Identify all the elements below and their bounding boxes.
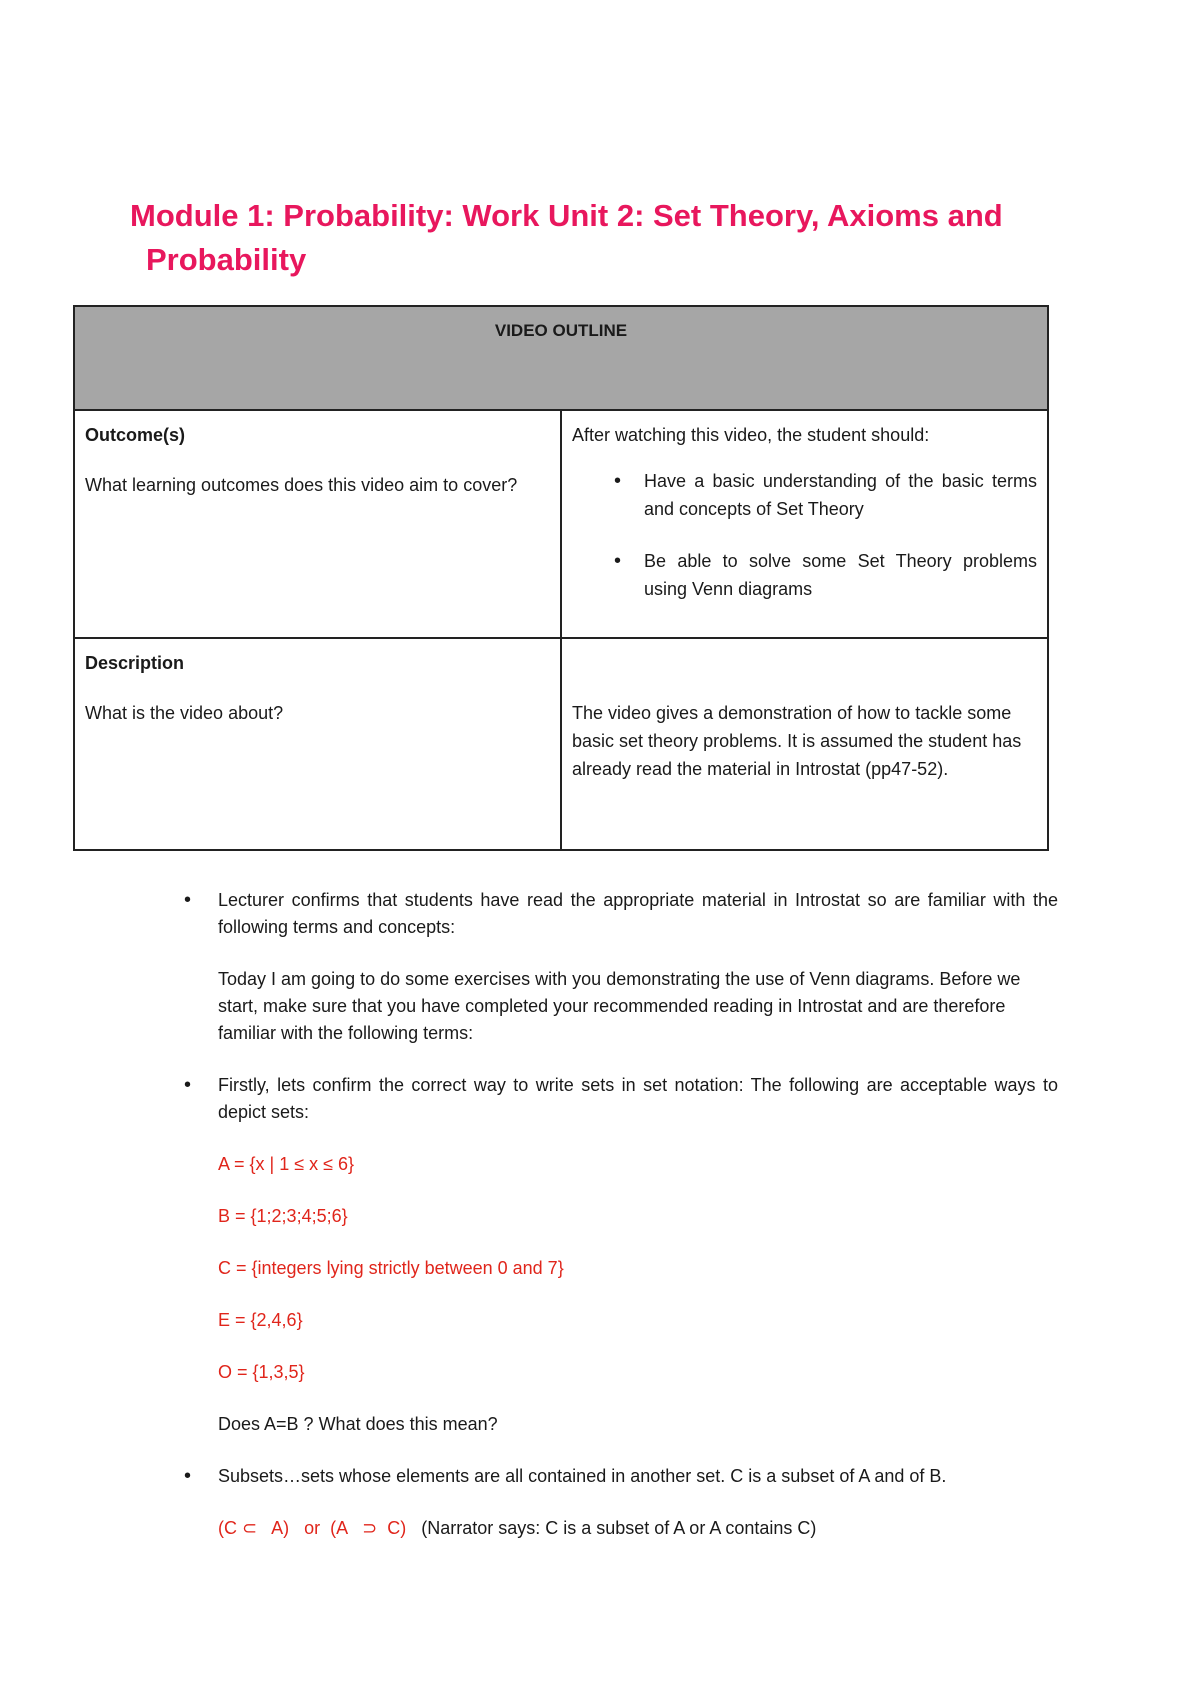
item-text: Lecturer confirms that students have read the appropriate material in Introstat so are familiar with the following terms and concepts: bbox=[218, 890, 1058, 937]
bullet-icon: • bbox=[184, 1074, 192, 1096]
outcome-bullet: • Have a basic understanding of the basic terms and concepts of Set Theory bbox=[572, 467, 1037, 523]
description-label: Description bbox=[85, 653, 185, 673]
description-row bbox=[74, 638, 1048, 850]
item-text: Subsets…sets whose elements are all contained in another set. C is a subset of A and of B. bbox=[218, 1466, 947, 1486]
outcome-row bbox=[74, 410, 1048, 638]
table-header-row bbox=[74, 306, 1048, 410]
video-outline-table bbox=[73, 305, 1049, 851]
bullet-icon: • bbox=[184, 889, 192, 911]
description-content-cell bbox=[561, 638, 1048, 850]
bullet-icon: • bbox=[184, 1465, 192, 1487]
set-definition: O = {1,3,5} bbox=[218, 1362, 305, 1382]
outcome-label: Outcome(s) bbox=[85, 425, 186, 445]
set-definition: E = {2,4,6} bbox=[218, 1310, 303, 1330]
description-question: What is the video about? bbox=[85, 703, 284, 723]
set-definition: C = {integers lying strictly between 0 and 7} bbox=[218, 1258, 564, 1278]
narrator-note: (Narrator says: C is a subset of A or A contains C) bbox=[421, 1518, 817, 1538]
subset-line bbox=[182, 1515, 1058, 1542]
outcome-bullet-list bbox=[572, 467, 1037, 603]
description-label-cell bbox=[74, 638, 561, 850]
list-item bbox=[182, 1463, 1058, 1490]
title-line-1: Module 1: Probability: Work Unit 2: Set Theory, Axioms and bbox=[130, 198, 1003, 233]
outcome-label-cell bbox=[74, 410, 561, 638]
outcome-content-cell bbox=[561, 410, 1048, 638]
set-definition: A = {x | 1 ≤ x ≤ 6} bbox=[218, 1154, 355, 1174]
item-text: Firstly, lets confirm the correct way to write sets in set notation: The following are acceptable ways to depict sets: bbox=[218, 1075, 1058, 1122]
list-item bbox=[182, 887, 1058, 941]
set-definition: B = {1;2;3;4;5;6} bbox=[218, 1206, 348, 1226]
table-header: VIDEO OUTLINE bbox=[74, 306, 1048, 410]
title-line-2: Probability bbox=[146, 242, 307, 277]
page-title bbox=[130, 194, 1080, 282]
description-text: The video gives a demonstration of how to tackle some basic set theory problems. It is assumed the student has already read the material in Introstat (pp47-52). bbox=[572, 703, 1022, 779]
paragraph: Today I am going to do some exercises with you demonstrating the use of Venn diagrams. Before we start, make sure that you have completed your recommended reading in Introstat and are therefore familiar with the following terms: bbox=[218, 969, 1021, 1043]
outcome-intro: After watching this video, the student should: bbox=[572, 425, 930, 445]
outcome-bullet: • Be able to solve some Set Theory problems using Venn diagrams bbox=[572, 547, 1037, 603]
subset-notation: (C ⊂ A) or (A ⊃ C) bbox=[218, 1518, 407, 1538]
body-content bbox=[182, 887, 1058, 1542]
outcome-question: What learning outcomes does this video aim to cover? bbox=[85, 475, 518, 495]
question-text: Does A=B ? What does this mean? bbox=[218, 1414, 498, 1434]
list-item bbox=[182, 1072, 1058, 1126]
